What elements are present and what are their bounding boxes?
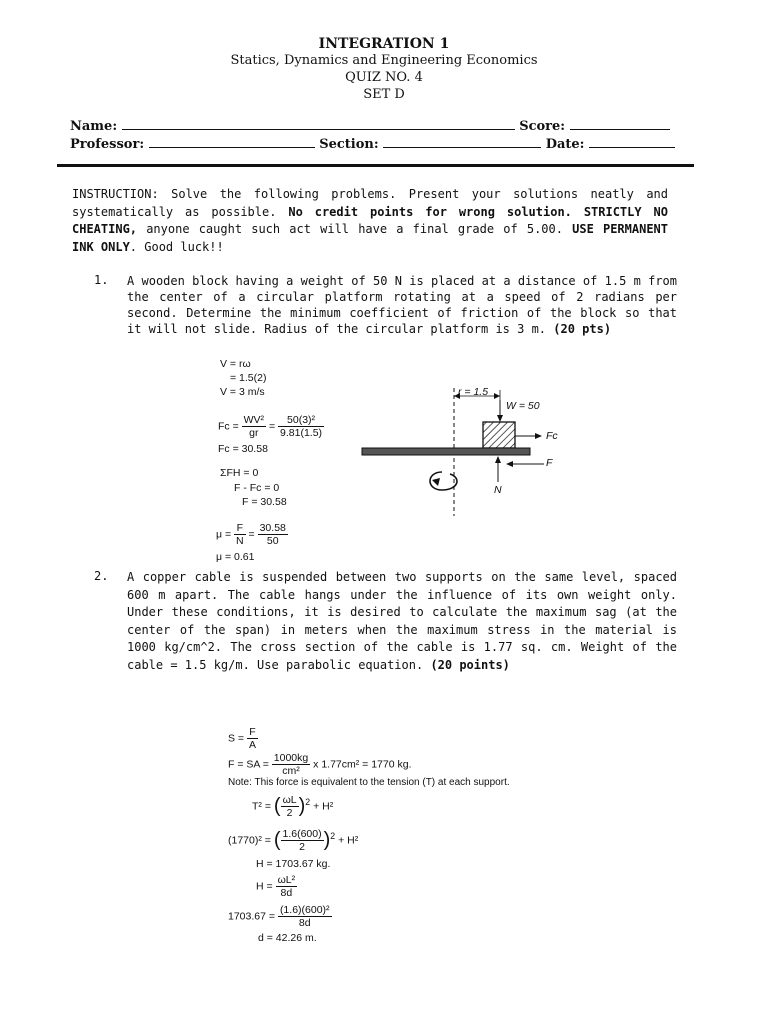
rotating-platform-diagram [350,360,580,520]
course-subtitle: Statics, Dynamics and Engineering Economics [230,53,538,68]
sol1-sum-fh: ΣFH = 0 [220,467,259,479]
problem-1-text [127,273,677,337]
sol2-c-eq: (1770)² = ( $\frac{1.6(600)}{2}$ )$^2$ + H² [228,828,359,853]
problem-2-text [127,569,677,674]
header-divider [57,164,694,167]
wooden-block [483,422,515,448]
sol2-f-lhs: F = SA = [228,758,269,771]
professor-field[interactable] [149,137,315,148]
instruction-text-3: . Good luck!! [129,239,224,254]
radius-label: r = 1.5 [458,386,489,398]
sol1-f-eq: F - Fc = 0 [234,482,280,494]
name-field[interactable] [122,119,515,130]
sol2-f-num: 1000kg [273,752,309,764]
sol1-mu-num1: F [234,522,246,535]
n-label: N [494,484,502,496]
name-score-row [70,119,670,134]
sol1-mu-num2: 30.58 [259,522,286,534]
sol1-fc-lhs: Fc = [218,420,239,433]
sol2-e-den: 8d [298,917,311,929]
sol2-s-eq [228,726,258,751]
sol2-e-num: (1.6)(600)² [279,904,330,916]
professor-label: Professor: [70,137,145,152]
sol2-f-eq [228,752,412,777]
instruction-paragraph [72,186,668,256]
problem-1-points: (20 pts) [553,322,612,336]
quiz-number: QUIZ NO. 4 [345,70,423,85]
sol2-c-num: 1.6(600) [282,828,322,840]
sol2-h-result: H = 1703.67 kg. [256,858,331,870]
sol2-s-den: A [248,739,256,751]
solution-2 [226,724,606,954]
sol2-d-result: d = 42.26 m. [258,932,317,944]
sol1-v-formula: V = rω [220,358,251,370]
sol2-t-lhs: T² = [252,800,271,813]
sol1-fc-num2: 50(3)² [278,414,324,427]
sol2-c-rest: + H² [338,834,359,847]
sol2-note: Note: This force is equivalent to the tension (T) at each support. [228,777,510,788]
instruction-text: INSTRUCTION: Solve the following problems. Present your solutions neatly and systematically as possible. [72,187,668,219]
date-label: Date: [545,137,585,152]
sol2-e-lhs: 1703.67 = [228,910,276,923]
sol1-fc-num1: WV² [243,414,265,426]
platform [362,448,530,455]
sol2-t-den: 2 [286,807,293,819]
sol2-h-num: ωL² [277,874,296,886]
sol2-f-den: cm² [282,765,300,777]
date-field[interactable] [589,137,675,148]
sol1-mu-den2: 50 [266,535,279,547]
sol1-mu-eq: μ = $\frac{F}{N}$ = $\frac{30.58}{50}$ [216,522,286,547]
quiz-title: INTEGRATION 1 [318,36,450,52]
score-field[interactable] [570,119,670,130]
sol1-f-result: F = 30.58 [242,496,287,508]
section-field[interactable] [383,137,541,148]
sol1-mu-lhs: μ = [216,528,232,541]
sol2-h-eq [256,874,297,899]
professor-section-date-row [70,137,675,152]
fc-label: Fc [546,430,558,442]
problem-2-body: A copper cable is suspended between two supports on the same level, spaced 600 m apart. The cable hangs under the influence of its own weight only. Under these conditions, it is desired to calculate the maximum sag (at the center of the span) in meters when the maximum stress in the material is 1000 kg/cm^2. The cross section of the cable is 1.77 sq. cm. Weight of the cable = 1.5 kg/m. Use parabolic equation. [127,570,677,672]
sol1-mu-den1: N [236,535,244,547]
sol2-h-lhs: H = [256,880,273,893]
sol1-fc-den2: 9.81(1.5) [280,427,323,439]
sol2-h-den: 8d [280,887,293,899]
sol1-v-sub: = 1.5(2) [230,372,267,384]
problem-2-number: 2. [94,569,109,583]
sol1-v-result: V = 3 m/s [220,386,265,398]
sol1-fc-den1: gr [249,427,259,439]
sol2-f-rest: x 1.77cm² = 1770 kg. [313,758,412,771]
section-label: Section: [319,137,379,152]
f-label: F [546,457,553,469]
sol2-c-den: 2 [299,841,305,853]
sol2-t-eq: T² = ( $\frac{\omega L}{2}$ )$^2$ + H² [252,794,334,819]
problem-1-body: A wooden block having a weight of 50 N is placed at a distance of 1.5 m from the center of a circular platform rotating at a speed of 2 radians per second. Determine the minimum coefficient of friction of the block so that it will not slide. Radius of the circular platform is 3 m. [127,274,677,336]
sol2-e-eq [228,904,332,929]
instruction-bold-credit: No credit points for wrong solution. [288,204,572,219]
sol1-mu-result: μ = 0.61 [216,551,255,563]
sol1-fc-result: Fc = 30.58 [218,443,268,455]
sol2-s-num: F [247,726,258,739]
sol2-t-num: ωL [282,794,297,806]
name-label: Name: [70,119,118,134]
sol2-c-lhs: (1770)² = [228,834,271,847]
problem-2-points: (20 points) [430,657,510,672]
set-label: SET D [363,87,405,102]
instruction-text-2: anyone caught such act will have a final grade of 5.00. [137,222,573,236]
sol1-fc-eq: Fc = $\frac{\text{WV²}}{gr}$ = $\frac{\text{50(3)²}}{9.81(1.5)}$ [218,414,323,439]
weight-label: W = 50 [506,400,540,412]
score-label: Score: [519,119,566,134]
instruction-bold-ink: USE PERMANENT INK ONLY [72,222,669,254]
sol2-s-lhs: S = [228,732,245,745]
solution-1 [216,356,336,566]
sol2-t-rest: + H² [313,800,334,813]
problem-1-number: 1. [94,273,109,287]
instruction-bold-cheating: STRICTLY NO CHEATING, [72,204,668,236]
